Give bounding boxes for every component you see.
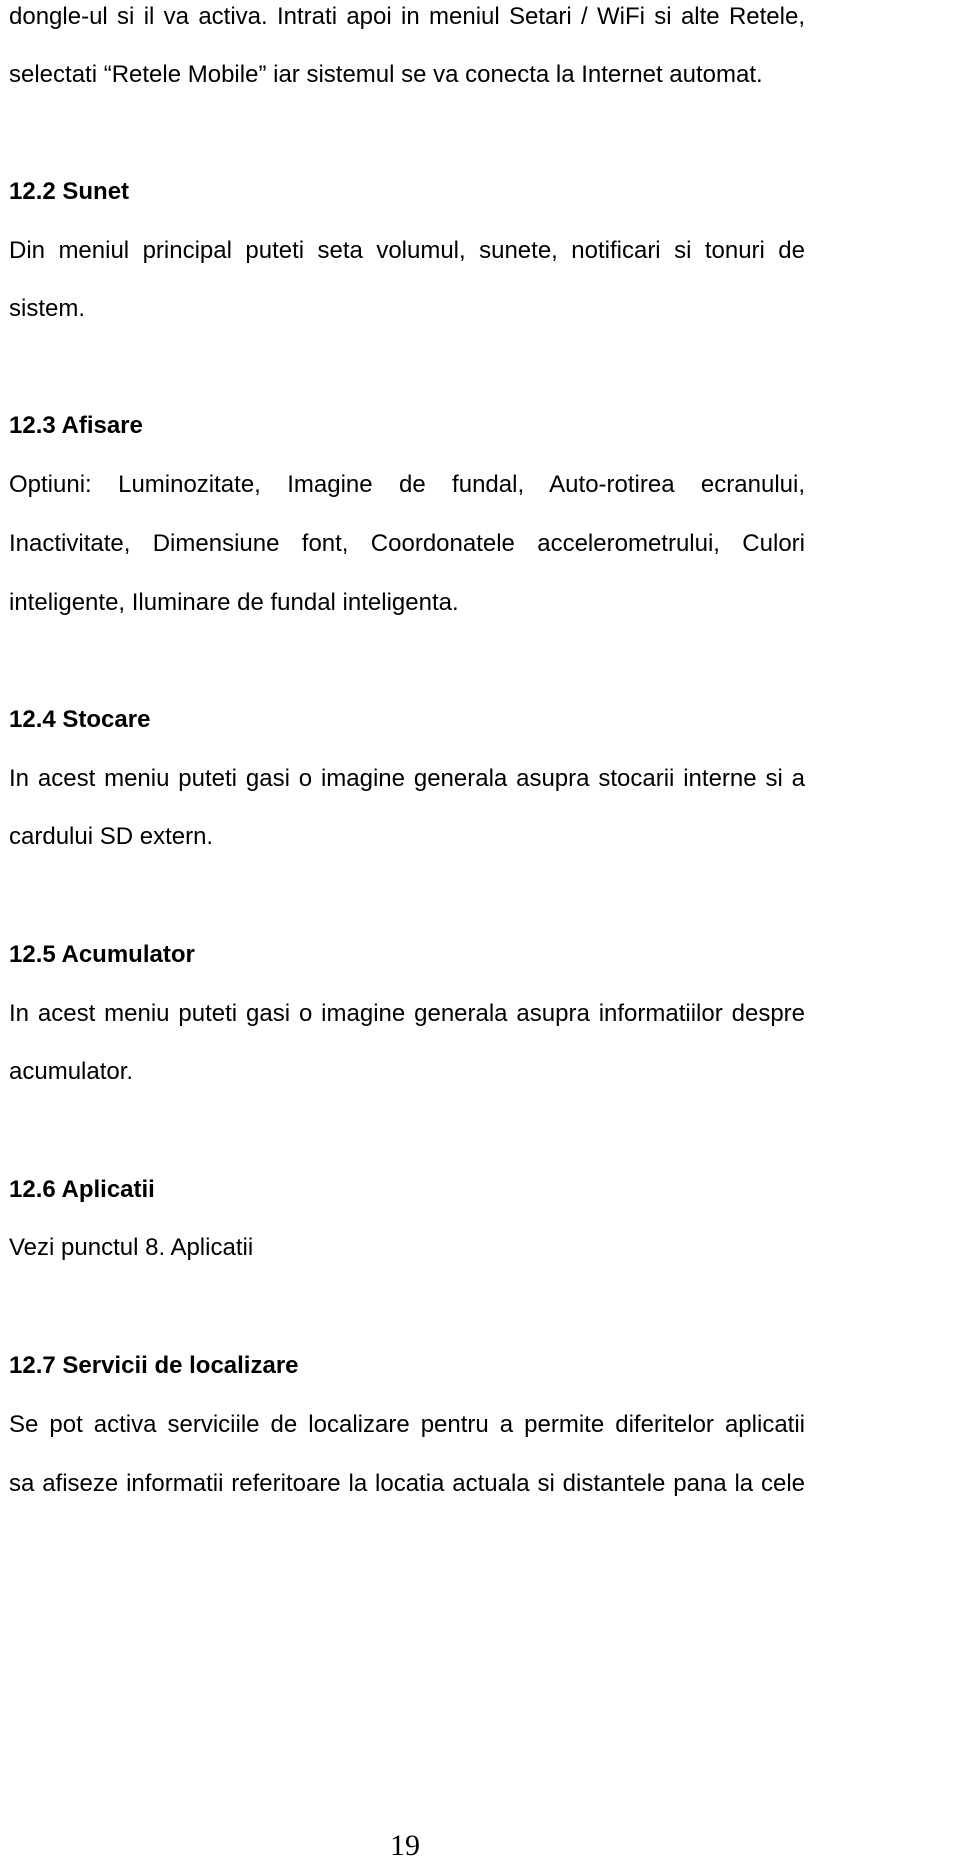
section-paragraph-line: acumulator. (9, 1058, 134, 1085)
section-paragraph-line: Vezi punctul 8. Aplicatii (9, 1234, 254, 1261)
section-paragraph-line: In acest meniu puteti gasi o imagine generala asupra stocarii interne si a (9, 765, 805, 792)
intro-line: dongle-ul si il va activa. Intrati apoi in meniul Setari / WiFi si alte Retele, (9, 3, 805, 30)
section-heading-sunet: 12.2 Sunet (9, 178, 130, 205)
section-paragraph-line: Optiuni: Luminozitate, Imagine de fundal, Auto-rotirea ecranului, (9, 471, 805, 498)
section-heading-afisare: 12.3 Afisare (9, 412, 143, 439)
section-paragraph-line: inteligente, Iluminare de fundal inteligenta. (9, 589, 459, 616)
section-paragraph-line: In acest meniu puteti gasi o imagine generala asupra informatiilor despre (9, 1000, 805, 1027)
section-paragraph-line: cardului SD extern. (9, 823, 214, 850)
section-paragraph-line: Din meniul principal puteti seta volumul, sunete, notificari si tonuri de (9, 237, 805, 264)
intro-line: selectati “Retele Mobile” iar sistemul se va conecta la Internet automat. (9, 61, 763, 88)
page-number: 19 (390, 1829, 420, 1862)
section-heading-servicii-localizare: 12.7 Servicii de localizare (9, 1352, 299, 1379)
section-paragraph-line: Se pot activa serviciile de localizare pentru a permite diferitelor aplicatii (9, 1411, 805, 1438)
section-paragraph-line: sistem. (9, 295, 86, 322)
section-paragraph-line: Inactivitate, Dimensiune font, Coordonatele accelerometrului, Culori (9, 530, 805, 557)
section-paragraph-line: sa afiseze informatii referitoare la locatia actuala si distantele pana la cele (9, 1470, 805, 1497)
section-heading-stocare: 12.4 Stocare (9, 706, 151, 733)
section-heading-acumulator: 12.5 Acumulator (9, 941, 195, 968)
section-heading-aplicatii: 12.6 Aplicatii (9, 1176, 155, 1203)
